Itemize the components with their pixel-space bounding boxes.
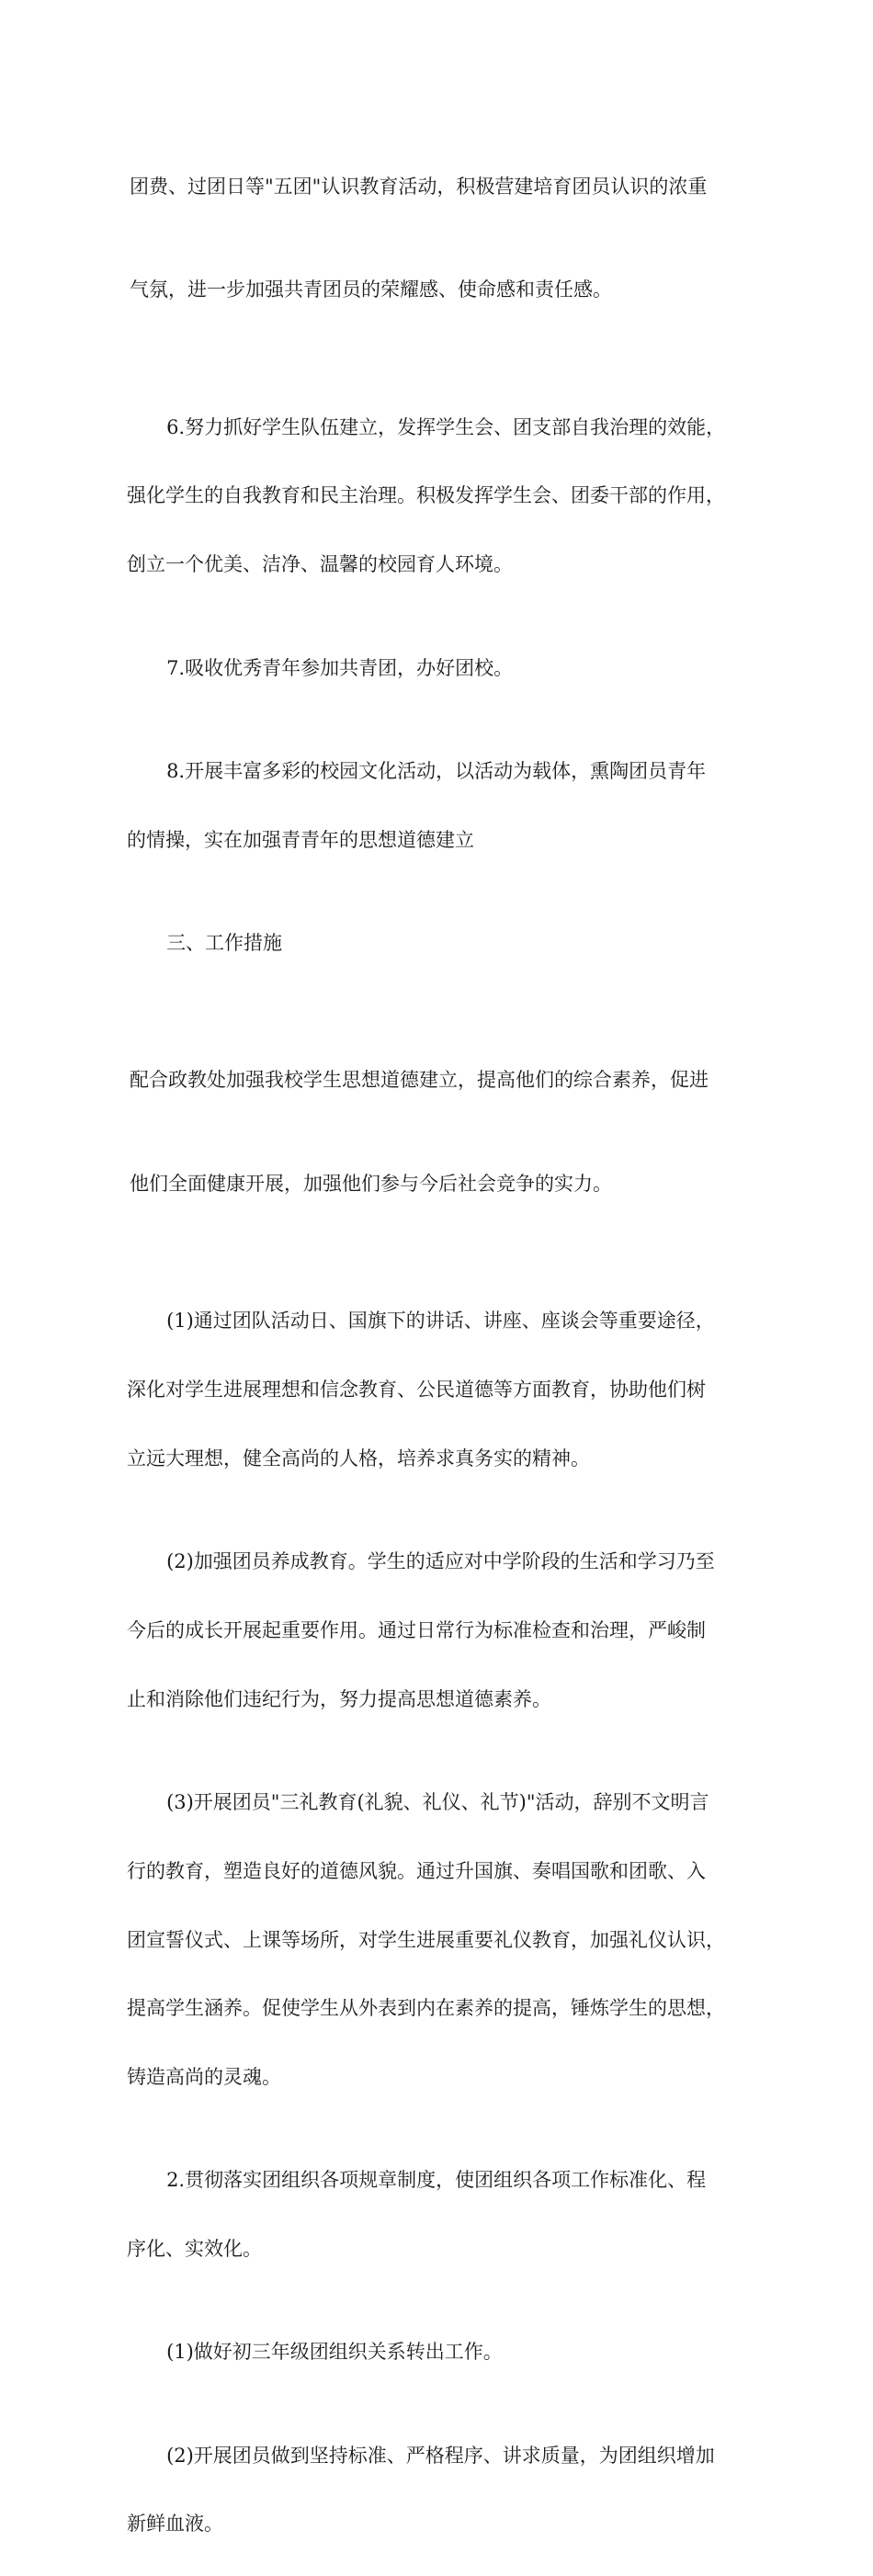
document-body bbox=[127, 101, 754, 2576]
paragraph-2 bbox=[127, 376, 754, 617]
text-line: (2)开展团员做到坚持标准、严格程序、讲求质量，为团组织增加 bbox=[166, 2444, 715, 2467]
text-line: 他们全面健康开展，加强他们参与今后社会竞争的实力。 bbox=[130, 1172, 612, 1195]
text-line: 7.吸收优秀青年参加共青团，办好团校。 bbox=[166, 656, 514, 679]
text-line: 团费、过团日等"五团"认识教育活动，积极营建培育团员认识的浓重 bbox=[130, 175, 708, 198]
text-line: 今后的成长开展起重要作用。通过日常行为标准检查和治理，严峻制 bbox=[127, 1618, 707, 1641]
text-line: (2)加强团员养成教育。学生的适应对中学阶段的生活和学习乃至 bbox=[166, 1550, 715, 1573]
text-line: 铸造高尚的灵魂。 bbox=[127, 2066, 282, 2089]
text-line: 配合政教处加强我校学生思想道德建立，提高他们的综合素养，促进 bbox=[130, 1069, 709, 1092]
text-line: 的情操，实在加强青青年的思想道德建立 bbox=[127, 828, 475, 851]
text-line: 2.贯彻落实团组织各项规章制度，使团组织各项工作标准化、程 bbox=[166, 2169, 707, 2192]
paragraph-11 bbox=[127, 2404, 754, 2576]
paragraph-8 bbox=[127, 1752, 754, 2129]
text-line: 8.开展丰富多彩的校园文化活动，以活动为载体，熏陶团员青年 bbox=[166, 759, 707, 782]
text-line: 新鲜血液。 bbox=[127, 2513, 224, 2536]
text-line: 强化学生的自我教育和民主治理。积极发挥学生会、团委干部的作用， bbox=[127, 484, 726, 507]
text-line: 团宣誓仪式、上课等场所，对学生进展重要礼仪教育，加强礼仪认识， bbox=[127, 1928, 726, 1951]
paragraph-6 bbox=[127, 1270, 754, 1511]
section-heading bbox=[130, 891, 754, 994]
text-line: 深化对学生进展理想和信念教育、公民道德等方面教育，协助他们树 bbox=[127, 1379, 707, 1401]
text-line: 三、工作措施 bbox=[166, 931, 283, 954]
text-line: 提高学生涵养。促使学生从外表到内在素养的提高，锤炼学生的思想， bbox=[127, 1997, 726, 2020]
text-line: 序化、实效化。 bbox=[127, 2238, 263, 2261]
text-line: (1)做好初三年级团组织关系转出工作。 bbox=[166, 2341, 503, 2364]
text-line: 创立一个优美、洁净、温馨的校园育人环境。 bbox=[127, 553, 514, 576]
text-line: 行的教育，塑造良好的道德风貌。通过升国旗、奏唱国歌和团歌、入 bbox=[127, 1859, 707, 1882]
text-line: 立远大理想，健全高尚的人格，培养求真务实的精神。 bbox=[127, 1447, 591, 1470]
paragraph-3 bbox=[130, 617, 754, 720]
text-line: (1)通过团队活动日、国旗下的讲话、讲座、座谈会等重要途径， bbox=[166, 1310, 715, 1333]
paragraph-9 bbox=[127, 2129, 754, 2301]
paragraph-7 bbox=[127, 1511, 754, 1752]
paragraph-4 bbox=[127, 720, 754, 891]
paragraph-1 bbox=[130, 101, 754, 376]
paragraph-5 bbox=[130, 995, 754, 1270]
text-line: 气氛，进一步加强共青团员的荣耀感、使命感和责任感。 bbox=[130, 278, 612, 301]
text-line: (3)开展团员"三礼教育(礼貌、礼仪、礼节)"活动，辞别不文明言 bbox=[166, 1790, 709, 1813]
text-line: 6.努力抓好学生队伍建立，发挥学生会、团支部自我治理的效能， bbox=[166, 415, 726, 438]
paragraph-10 bbox=[130, 2301, 754, 2404]
text-line: 止和消除他们违纪行为，努力提高思想道德素养。 bbox=[127, 1687, 552, 1710]
